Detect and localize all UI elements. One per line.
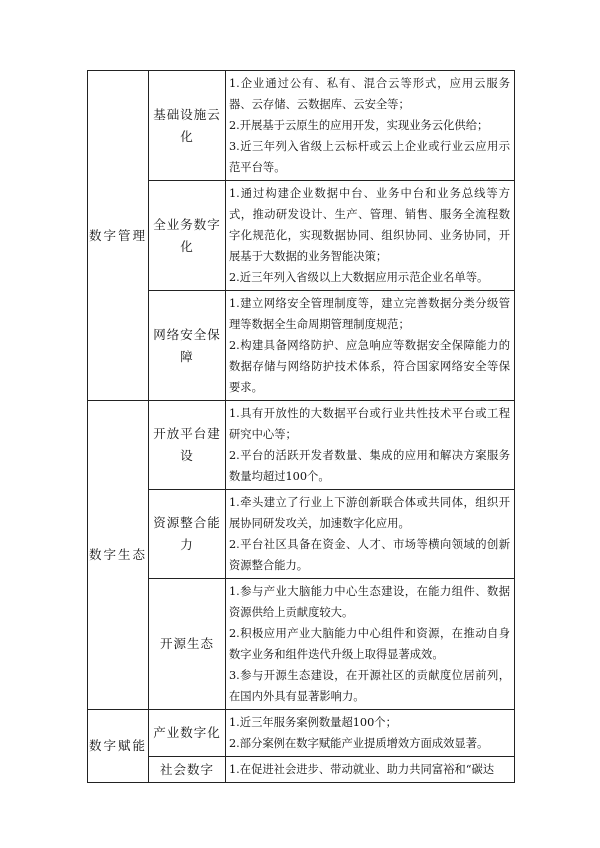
subcategory-cell: 开源生态 xyxy=(149,579,226,710)
criteria-item: 2.积极应用产业大脑能力中心组件和资源，在推动自身数字业务和组件迭代升级上取得显著成效。 xyxy=(229,627,510,661)
subcategory-cell: 全业务数字化 xyxy=(149,181,226,291)
criteria-item: 2.开展基于云原生的应用开发，实现业务云化供给； xyxy=(229,119,489,132)
table-row xyxy=(88,181,515,291)
criteria-item: 1.具有开放性的大数据平台或行业共性技术平台或工程研究中心等； xyxy=(229,407,510,441)
criteria-item: 1.在促进社会进步、带动就业、助力共同富裕和“碳达 xyxy=(229,763,495,776)
subcategory-cell: 产业数字化 xyxy=(149,710,226,757)
table-row xyxy=(88,710,515,757)
criteria-item: 2.构建具备网络防护、应急响应等数据安全保障能力的数据存储与网络防护技术体系，符合国家网络安全等保要求。 xyxy=(229,339,510,394)
subcategory-cell: 社会数字 xyxy=(149,757,226,783)
table-row xyxy=(88,757,515,783)
criteria-cell xyxy=(226,710,515,757)
criteria-item: 1.参与产业大脑能力中心生态建设，在能力组件、数据资源供给上贡献度较大。 xyxy=(229,585,510,619)
criteria-item: 2.平台社区具备在资金、人才、市场等横向领域的创新资源整合能力。 xyxy=(229,538,510,572)
criteria-cell xyxy=(226,490,515,579)
criteria-item: 1.通过构建企业数据中台、业务中台和业务总线等方式，推动研发设计、生产、管理、销售、服务全流程数字化规范化，实现数据协同、组织协同、业务协同，开展基于大数据的业务智能决策； xyxy=(229,187,510,263)
table-row xyxy=(88,401,515,490)
subcategory-cell: 基础设施云化 xyxy=(149,71,226,181)
criteria-item: 1.建立网络安全管理制度等，建立完善数据分类分级管理等数据全生命周期管理制度规范； xyxy=(229,297,510,331)
criteria-cell xyxy=(226,291,515,401)
criteria-item: 2.平台的活跃开发者数量、集成的应用和解决方案服务数量均超过100个。 xyxy=(229,449,510,483)
criteria-item: 3.参与开源生态建设，在开源社区的贡献度位居前列，在国内外具有显著影响力。 xyxy=(229,669,510,703)
subcategory-cell: 网络安全保障 xyxy=(149,291,226,401)
criteria-cell xyxy=(226,579,515,710)
category-cell: 数字赋能 xyxy=(88,710,149,783)
table-row xyxy=(88,71,515,181)
category-cell: 数字生态 xyxy=(88,401,149,710)
criteria-item: 1.牵头建立了行业上下游创新联合体或共同体，组织开展协同研发攻关，加速数字化应用。 xyxy=(229,496,510,530)
subcategory-cell: 资源整合能力 xyxy=(149,490,226,579)
criteria-item: 2.部分案例在数字赋能产业提质增效方面成效显著。 xyxy=(229,737,489,750)
criteria-cell xyxy=(226,401,515,490)
criteria-item: 1.企业通过公有、私有、混合云等形式，应用云服务器、云存储、云数据库、云安全等； xyxy=(229,77,510,111)
criteria-item: 1.近三年服务案例数量超100个； xyxy=(229,716,397,729)
table-row xyxy=(88,579,515,710)
criteria-cell xyxy=(226,757,515,783)
criteria-cell xyxy=(226,71,515,181)
criteria-cell xyxy=(226,181,515,291)
evaluation-table xyxy=(87,70,515,783)
criteria-item: 3.近三年列入省级上云标杆或云上企业或行业云应用示范平台等。 xyxy=(229,140,510,174)
table-row xyxy=(88,291,515,401)
subcategory-cell: 开放平台建设 xyxy=(149,401,226,490)
criteria-item: 2.近三年列入省级以上大数据应用示范企业名单等。 xyxy=(229,271,489,284)
table-row xyxy=(88,490,515,579)
category-cell: 数字管理 xyxy=(88,71,149,401)
